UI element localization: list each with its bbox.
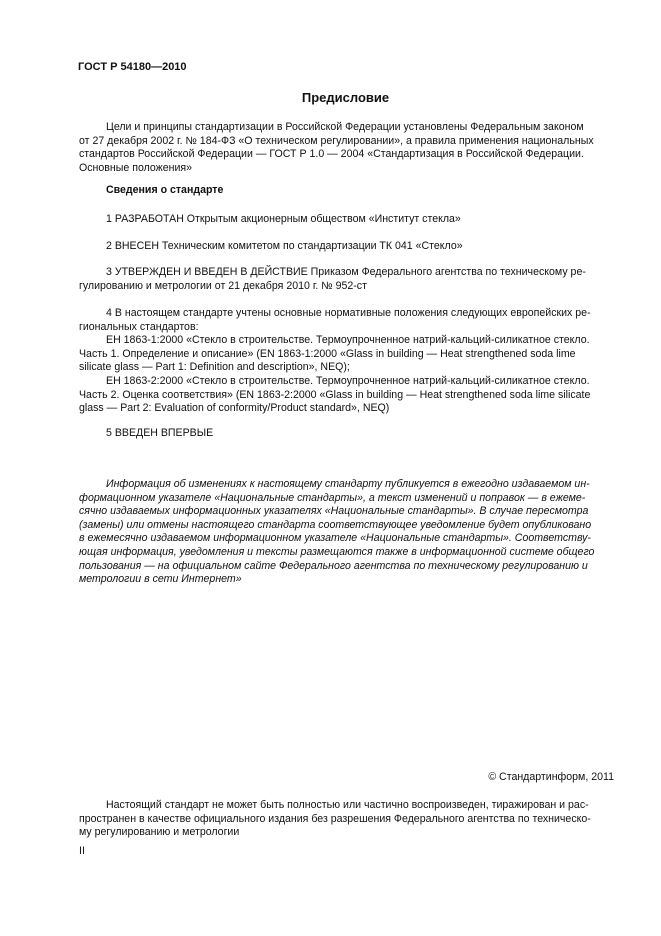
notice-line: Информация об изменениях к настоящему стандарту публикуется в ежегодно издаваемом ин- [106, 478, 590, 490]
info-heading: Сведения о стандарте [106, 184, 224, 196]
item-line: Часть 2. Оценка соответствия» (EN 1863-2:2000 «Glass in building — Heat strengthened soda lime silicate [79, 388, 591, 401]
notice-line: формационном указателе «Национальные стандарты», а текст изменений и поправок — в ежеме- [79, 491, 586, 504]
intro-line: стандартов Российской Федерации — ГОСТ Р 1.0 — 2004 «Стандартизация в Российской Федерации. [79, 148, 584, 161]
copyright-notice: © Стандартинформ, 2011 [488, 771, 614, 783]
item-line: glass — Part 2: Evaluation of conformity/Product standard», NEQ) [79, 402, 390, 415]
item-line: гулированию и метрологии от 21 декабря 2010 г. № 952-ст [79, 279, 367, 292]
item-line: гиональных стандартов: [79, 320, 199, 333]
intro-paragraph [79, 121, 616, 175]
item-developed: 1 РАЗРАБОТАН Открытым акционерным обществом «Институт стекла» [106, 213, 461, 225]
document-code: ГОСТ Р 54180—2010 [78, 61, 187, 73]
item-line: 4 В настоящем стандарте учтены основные нормативные положения следующих европейских ре- [106, 307, 591, 319]
item-first-introduced: 5 ВВЕДЕН ВПЕРВЫЕ [106, 427, 214, 439]
intro-line: от 27 декабря 2002 г. № 184-ФЗ «О техническом регулировании», а правила применения национальных [79, 134, 594, 147]
item-line: ЕН 1863-2:2000 «Стекло в строительстве. Термоупрочненное натрий-кальций-силикатное стекло. [106, 374, 590, 387]
item-submitted: 2 ВНЕСЕН Техническим комитетом по стандартизации ТК 041 «Стекло» [106, 240, 463, 252]
intro-line: Цели и принципы стандартизации в Российской Федерации установлены Федеральным законом [106, 121, 584, 133]
notice-line: (замены) или отмены настоящего стандарта соответствующее уведомление будет опубликовано [79, 518, 592, 531]
footer-line: му регулированию и метрологии [79, 826, 240, 839]
notice-line: ющая информация, уведомления и тексты размещаются также в информационной системе общего [79, 545, 595, 558]
footer-line: пространен в качестве официального издания без разрешения Федерального агентства по техническо- [79, 812, 591, 825]
item-line: ЕН 1863-1:2000 «Стекло в строительстве. Термоупрочненное натрий-кальций-силикатное стекло. [106, 334, 590, 347]
notice-line: в ежемесячно издаваемом информационном указателе «Национальные стандарты». Соответству- [79, 532, 591, 545]
notice-line: пользования — на официальном сайте Федерального агентства по техническому регулированию и [79, 559, 588, 572]
notice-line: сячно издаваемых информационных указателях «Национальные стандарты». В случае пересмотра [79, 505, 589, 518]
footer-line: Настоящий стандарт не может быть полностью или частично воспроизведен, тиражирован и рас- [106, 799, 589, 811]
reproduction-notice [79, 799, 616, 840]
page-title: Предисловие [301, 90, 390, 105]
intro-line: Основные положения» [79, 161, 193, 174]
item-line: Часть 1. Определение и описание» (EN 1863-1:2000 «Glass in building — Heat strengthened soda lime [79, 347, 576, 360]
page-number: II [79, 845, 85, 857]
item-line: 3 УТВЕРЖДЕН И ВВЕДЕН В ДЕЙСТВИЕ Приказом Федерального агентства по техническому ре- [106, 266, 586, 278]
item-line: silicate glass — Part 1: Definition and description», NEQ); [79, 361, 350, 374]
change-notice [79, 478, 616, 587]
item-standards [79, 307, 616, 416]
item-approved [79, 266, 616, 293]
notice-line: метрологии в сети Интернет» [79, 573, 242, 586]
